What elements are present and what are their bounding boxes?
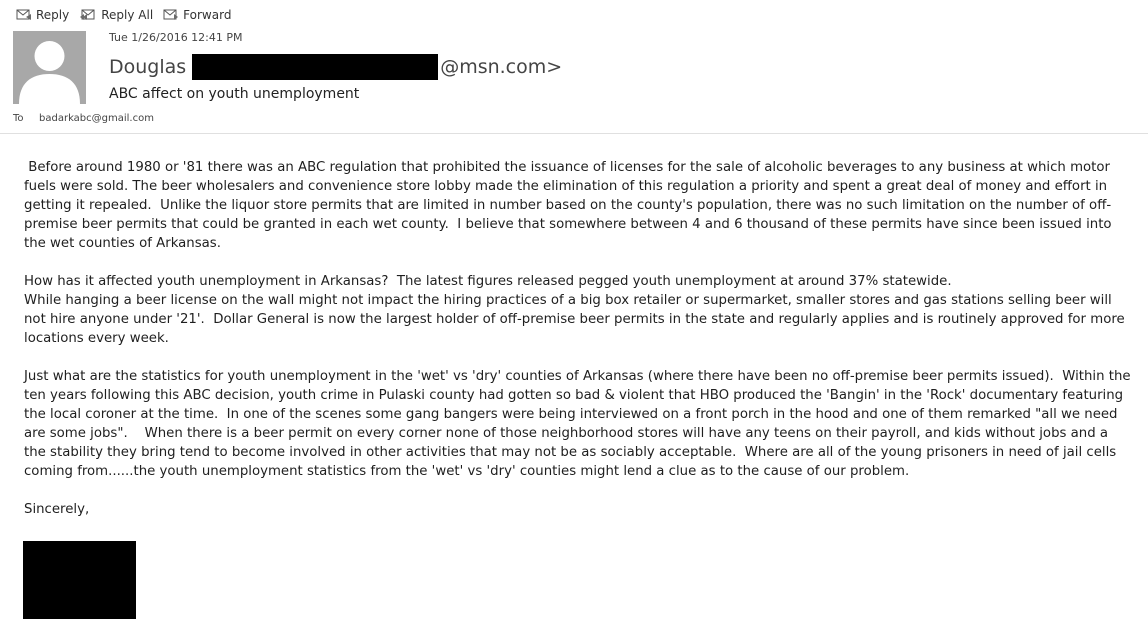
reply-button[interactable] (16, 6, 69, 24)
sender-avatar (13, 31, 86, 104)
forward-icon (163, 8, 179, 22)
reply-all-label: Reply All (101, 8, 154, 22)
sender-name[interactable]: Douglas (109, 56, 187, 78)
forward-label: Forward (183, 8, 232, 22)
email-body (24, 158, 1134, 538)
redaction-block (192, 54, 438, 80)
body-paragraph: Just what are the statistics for youth unemployment in the 'wet' vs 'dry' counties of Arkansas (where there have been no off-premise beer permits issued). Within the ten years following this ABC decision, youth crime in Pulaski county had gotten so bad & violent that HBO produced the 'Bangin' in the 'Rock' documentary featuring the local coroner at the time. In one of the scenes some gang bangers were being interviewed on a front porch in the hood and one of them remarked "all we need are some jobs". When there is a beer permit on every corner none of those neighborhood stores will have any teens on their payroll, and kids without jobs and a the stability they bring tend to become involved in other activities that may not be as sociably acceptable. Where are all of the young prisoners in need of jail cells coming from......the youth unemployment statistics from the 'wet' vs 'dry' counties might lend a clue as to the cause of our problem. (24, 369, 1135, 479)
message-toolbar (16, 6, 241, 24)
body-paragraph: Before around 1980 or '81 there was an ABC regulation that prohibited the issuance of licenses for the sale of alcoholic beverages to any business at which motor fuels were sold. The beer wholesalers and convenience store lobby made the elimination of this regulation a priority and spent a great deal of money and effort in getting it repealed. Unlike the liquor store permits that are limited in number based on the county's population, there was no such limitation on the number of off-premise beer permits that could be granted in each wet county. I believe that somewhere between 4 and 6 thousand of these permits have since been issued into the wet counties of Arkansas. (24, 160, 1116, 251)
reply-all-icon (79, 8, 97, 22)
body-paragraph: While hanging a beer license on the wall might not impact the hiring practices of a big box retailer or supermarket, smaller stores and gas stations selling beer will not hire anyone under '21'. Dollar General is now the largest holder of off-premise beer permits in the state and regularly applies and is routinely approved for more locations every week. (24, 293, 1129, 346)
to-label: To (13, 113, 24, 124)
person-silhouette-icon (13, 31, 86, 104)
signature-redaction-block (23, 541, 136, 619)
body-paragraph: How has it affected youth unemployment in Arkansas? The latest figures released pegged youth unemployment at around 37% statewide. (24, 274, 952, 289)
reply-all-button[interactable] (79, 6, 153, 24)
sender-domain: @msn.com> (440, 56, 563, 78)
body-paragraph-group (24, 272, 1134, 348)
recipient-line (13, 113, 154, 124)
closing-line: Sincerely, (24, 502, 90, 517)
reply-icon (16, 8, 32, 22)
reply-label: Reply (36, 8, 70, 22)
header-divider (0, 133, 1148, 134)
sender-line (109, 53, 562, 81)
email-subject: ABC affect on youth unemployment (109, 86, 360, 102)
sent-date: Tue 1/26/2016 12:41 PM (109, 31, 243, 44)
recipient-address[interactable]: badarkabc@gmail.com (39, 113, 154, 124)
forward-button[interactable] (163, 6, 231, 24)
